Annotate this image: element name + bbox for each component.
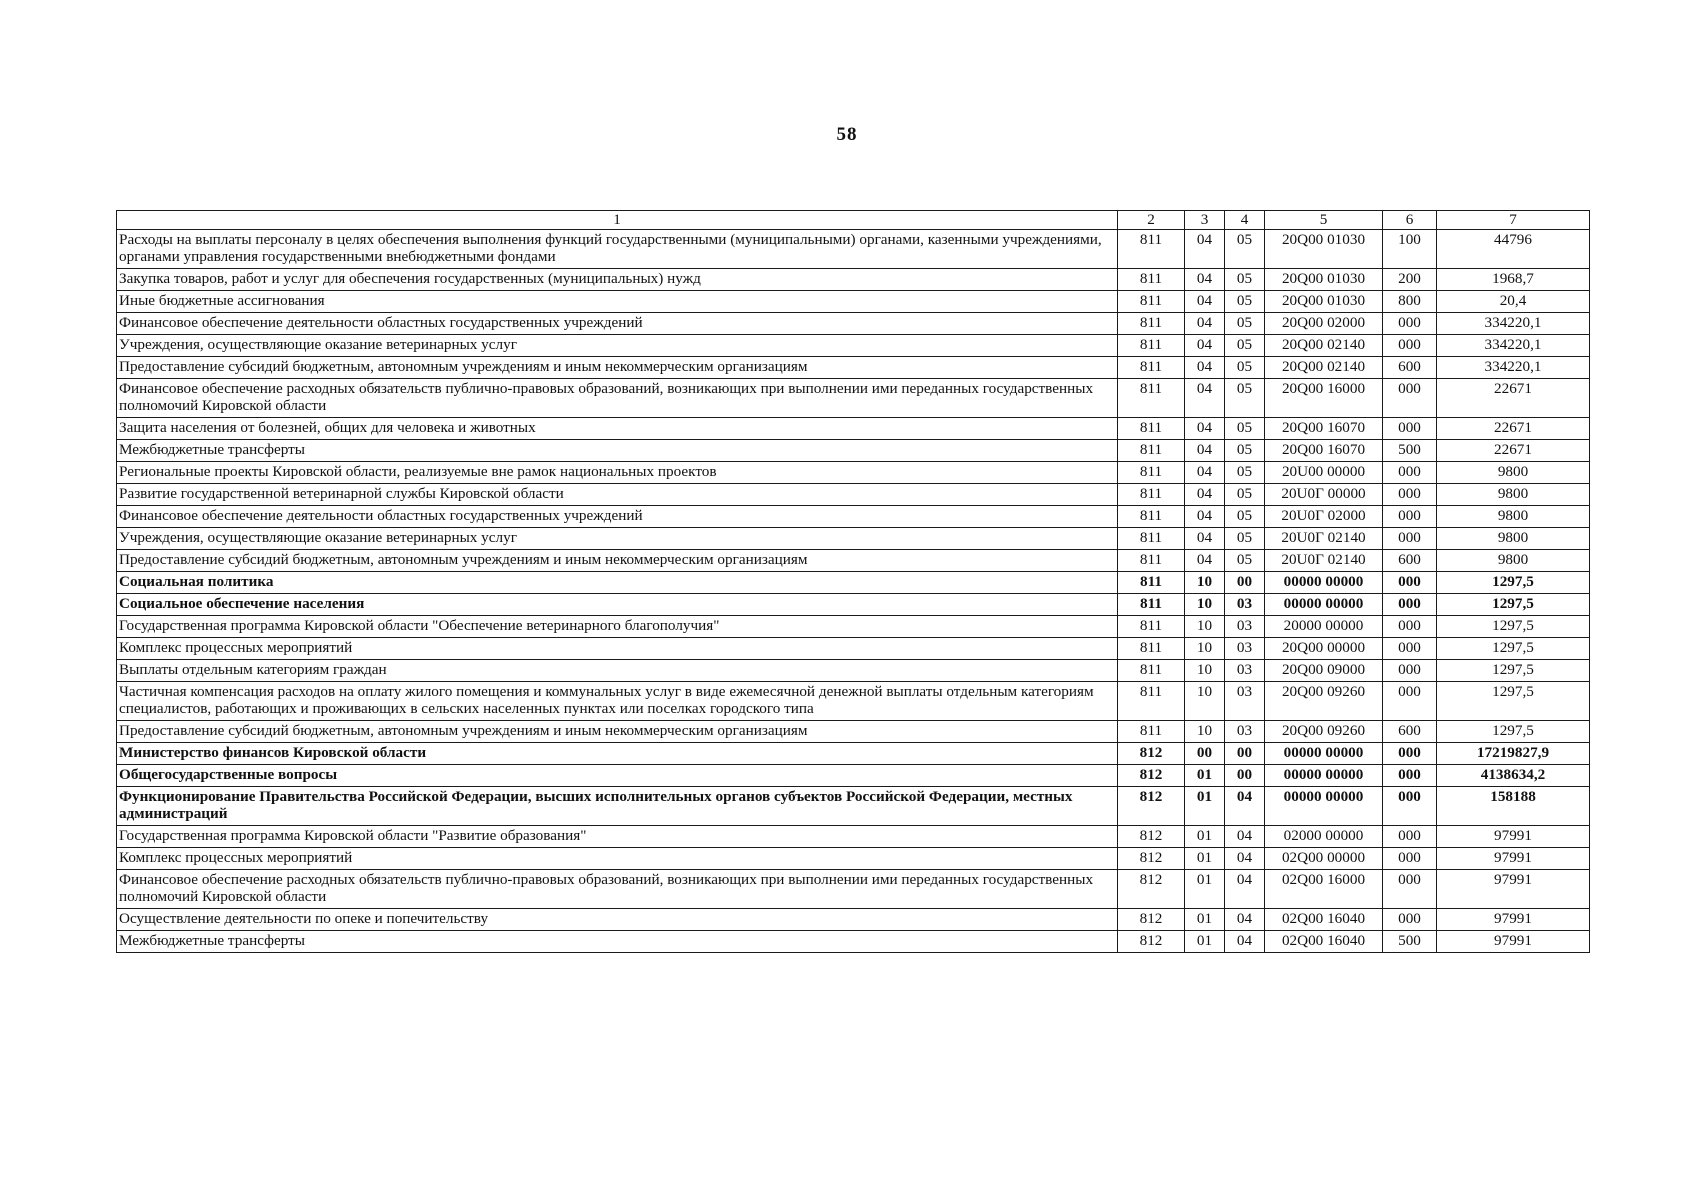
row-amount-cell: 22671 — [1437, 440, 1590, 462]
row-amount-cell: 20,4 — [1437, 291, 1590, 313]
table-row — [117, 462, 1590, 484]
row-target-article-cell: 20Q00 16070 — [1265, 440, 1383, 462]
row-name-cell: Комплекс процессных мероприятий — [117, 638, 1118, 660]
row-amount-cell: 1297,5 — [1437, 721, 1590, 743]
row-section-cell: 01 — [1185, 787, 1225, 826]
row-expense-type-cell: 000 — [1383, 506, 1437, 528]
table-row — [117, 660, 1590, 682]
table-row — [117, 418, 1590, 440]
table-row — [117, 230, 1590, 269]
row-target-article-cell: 00000 00000 — [1265, 765, 1383, 787]
row-subsection-cell: 04 — [1225, 909, 1265, 931]
row-section-cell: 10 — [1185, 638, 1225, 660]
row-expense-type-cell: 000 — [1383, 594, 1437, 616]
table-row — [117, 743, 1590, 765]
row-amount-cell: 17219827,9 — [1437, 743, 1590, 765]
row-section-cell: 01 — [1185, 826, 1225, 848]
row-ministry-code-cell: 811 — [1118, 550, 1185, 572]
row-amount-cell: 4138634,2 — [1437, 765, 1590, 787]
row-section-cell: 04 — [1185, 291, 1225, 313]
table-row — [117, 335, 1590, 357]
row-expense-type-cell: 000 — [1383, 660, 1437, 682]
row-ministry-code-cell: 811 — [1118, 291, 1185, 313]
table-row — [117, 379, 1590, 418]
row-target-article-cell: 00000 00000 — [1265, 594, 1383, 616]
row-ministry-code-cell: 811 — [1118, 313, 1185, 335]
row-amount-cell: 9800 — [1437, 550, 1590, 572]
row-subsection-cell: 03 — [1225, 721, 1265, 743]
row-section-cell: 10 — [1185, 594, 1225, 616]
table-row — [117, 506, 1590, 528]
budget-table — [116, 210, 1590, 953]
row-section-cell: 04 — [1185, 462, 1225, 484]
row-expense-type-cell: 000 — [1383, 743, 1437, 765]
row-amount-cell: 1297,5 — [1437, 594, 1590, 616]
row-section-cell: 10 — [1185, 616, 1225, 638]
row-target-article-cell: 20Q00 09260 — [1265, 682, 1383, 721]
table-row — [117, 721, 1590, 743]
row-amount-cell: 1968,7 — [1437, 269, 1590, 291]
row-expense-type-cell: 000 — [1383, 826, 1437, 848]
row-name-cell: Иные бюджетные ассигнования — [117, 291, 1118, 313]
row-section-cell: 10 — [1185, 660, 1225, 682]
row-section-cell: 10 — [1185, 572, 1225, 594]
row-section-cell: 01 — [1185, 848, 1225, 870]
row-expense-type-cell: 000 — [1383, 572, 1437, 594]
row-amount-cell: 97991 — [1437, 848, 1590, 870]
row-target-article-cell: 02Q00 16040 — [1265, 931, 1383, 953]
row-target-article-cell: 20Q00 01030 — [1265, 291, 1383, 313]
row-subsection-cell: 05 — [1225, 440, 1265, 462]
row-expense-type-cell: 000 — [1383, 870, 1437, 909]
row-subsection-cell: 04 — [1225, 870, 1265, 909]
row-subsection-cell: 03 — [1225, 638, 1265, 660]
row-subsection-cell: 03 — [1225, 682, 1265, 721]
row-target-article-cell: 00000 00000 — [1265, 787, 1383, 826]
row-ministry-code-cell: 811 — [1118, 335, 1185, 357]
row-subsection-cell: 05 — [1225, 528, 1265, 550]
table-row — [117, 484, 1590, 506]
row-target-article-cell: 20Q00 16070 — [1265, 418, 1383, 440]
row-section-cell: 04 — [1185, 418, 1225, 440]
row-target-article-cell: 20Q00 02000 — [1265, 313, 1383, 335]
row-target-article-cell: 20Q00 16000 — [1265, 379, 1383, 418]
row-subsection-cell: 03 — [1225, 616, 1265, 638]
row-name-cell: Межбюджетные трансферты — [117, 440, 1118, 462]
row-amount-cell: 97991 — [1437, 909, 1590, 931]
row-target-article-cell: 20Q00 09260 — [1265, 721, 1383, 743]
row-ministry-code-cell: 811 — [1118, 484, 1185, 506]
row-name-cell: Учреждения, осуществляющие оказание ветеринарных услуг — [117, 528, 1118, 550]
row-target-article-cell: 20U00 00000 — [1265, 462, 1383, 484]
header-cell-1: 1 — [117, 211, 1118, 230]
row-target-article-cell: 20U0Г 00000 — [1265, 484, 1383, 506]
row-target-article-cell: 20000 00000 — [1265, 616, 1383, 638]
row-subsection-cell: 05 — [1225, 230, 1265, 269]
row-amount-cell: 1297,5 — [1437, 616, 1590, 638]
row-section-cell: 04 — [1185, 313, 1225, 335]
row-subsection-cell: 05 — [1225, 379, 1265, 418]
row-ministry-code-cell: 811 — [1118, 357, 1185, 379]
row-subsection-cell: 05 — [1225, 484, 1265, 506]
row-subsection-cell: 00 — [1225, 765, 1265, 787]
row-amount-cell: 334220,1 — [1437, 313, 1590, 335]
row-subsection-cell: 05 — [1225, 335, 1265, 357]
row-expense-type-cell: 000 — [1383, 787, 1437, 826]
row-target-article-cell: 00000 00000 — [1265, 572, 1383, 594]
row-amount-cell: 97991 — [1437, 826, 1590, 848]
row-target-article-cell: 20U0Г 02140 — [1265, 550, 1383, 572]
row-target-article-cell: 20Q00 00000 — [1265, 638, 1383, 660]
row-section-cell: 01 — [1185, 765, 1225, 787]
row-subsection-cell: 05 — [1225, 357, 1265, 379]
row-name-cell: Учреждения, осуществляющие оказание ветеринарных услуг — [117, 335, 1118, 357]
row-expense-type-cell: 100 — [1383, 230, 1437, 269]
row-section-cell: 00 — [1185, 743, 1225, 765]
row-ministry-code-cell: 811 — [1118, 682, 1185, 721]
row-target-article-cell: 20U0Г 02140 — [1265, 528, 1383, 550]
row-amount-cell: 22671 — [1437, 379, 1590, 418]
row-section-cell: 04 — [1185, 440, 1225, 462]
row-ministry-code-cell: 811 — [1118, 528, 1185, 550]
table-row — [117, 682, 1590, 721]
row-subsection-cell: 04 — [1225, 787, 1265, 826]
row-name-cell: Социальное обеспечение населения — [117, 594, 1118, 616]
table-row — [117, 931, 1590, 953]
row-amount-cell: 22671 — [1437, 418, 1590, 440]
row-ministry-code-cell: 811 — [1118, 230, 1185, 269]
row-section-cell: 04 — [1185, 550, 1225, 572]
table-row — [117, 572, 1590, 594]
row-target-article-cell: 20Q00 09000 — [1265, 660, 1383, 682]
header-row — [117, 211, 1590, 230]
row-name-cell: Межбюджетные трансферты — [117, 931, 1118, 953]
row-name-cell: Общегосударственные вопросы — [117, 765, 1118, 787]
table-row — [117, 440, 1590, 462]
row-name-cell: Защита населения от болезней, общих для человека и животных — [117, 418, 1118, 440]
row-ministry-code-cell: 811 — [1118, 594, 1185, 616]
row-subsection-cell: 03 — [1225, 660, 1265, 682]
row-section-cell: 04 — [1185, 357, 1225, 379]
row-amount-cell: 97991 — [1437, 870, 1590, 909]
row-ministry-code-cell: 811 — [1118, 462, 1185, 484]
row-expense-type-cell: 600 — [1383, 721, 1437, 743]
row-amount-cell: 334220,1 — [1437, 357, 1590, 379]
header-cell-6: 6 — [1383, 211, 1437, 230]
row-name-cell: Комплекс процессных мероприятий — [117, 848, 1118, 870]
table-row — [117, 550, 1590, 572]
row-amount-cell: 1297,5 — [1437, 660, 1590, 682]
table-row — [117, 291, 1590, 313]
row-subsection-cell: 00 — [1225, 743, 1265, 765]
row-expense-type-cell: 000 — [1383, 484, 1437, 506]
row-name-cell: Финансовое обеспечение расходных обязательств публично-правовых образований, возникающих при выполнении ими переданных государственных полномочий Кировской области — [117, 870, 1118, 909]
row-name-cell: Социальная политика — [117, 572, 1118, 594]
row-section-cell: 04 — [1185, 230, 1225, 269]
row-name-cell: Финансовое обеспечение деятельности областных государственных учреждений — [117, 506, 1118, 528]
table-row — [117, 594, 1590, 616]
row-section-cell: 04 — [1185, 269, 1225, 291]
row-subsection-cell: 05 — [1225, 313, 1265, 335]
row-expense-type-cell: 000 — [1383, 313, 1437, 335]
row-subsection-cell: 04 — [1225, 826, 1265, 848]
row-name-cell: Финансовое обеспечение деятельности областных государственных учреждений — [117, 313, 1118, 335]
row-ministry-code-cell: 811 — [1118, 721, 1185, 743]
header-cell-3: 3 — [1185, 211, 1225, 230]
row-ministry-code-cell: 811 — [1118, 506, 1185, 528]
row-ministry-code-cell: 811 — [1118, 379, 1185, 418]
row-target-article-cell: 20Q00 02140 — [1265, 357, 1383, 379]
row-amount-cell: 158188 — [1437, 787, 1590, 826]
row-subsection-cell: 04 — [1225, 931, 1265, 953]
row-expense-type-cell: 200 — [1383, 269, 1437, 291]
row-section-cell: 10 — [1185, 682, 1225, 721]
row-section-cell: 04 — [1185, 506, 1225, 528]
row-subsection-cell: 05 — [1225, 269, 1265, 291]
row-section-cell: 04 — [1185, 379, 1225, 418]
row-target-article-cell: 20Q00 01030 — [1265, 230, 1383, 269]
table-row — [117, 528, 1590, 550]
row-target-article-cell: 02Q00 16040 — [1265, 909, 1383, 931]
table-row — [117, 826, 1590, 848]
row-expense-type-cell: 500 — [1383, 440, 1437, 462]
row-ministry-code-cell: 812 — [1118, 909, 1185, 931]
row-name-cell: Предоставление субсидий бюджетным, автономным учреждениям и иным некоммерческим организациям — [117, 550, 1118, 572]
row-ministry-code-cell: 812 — [1118, 870, 1185, 909]
row-section-cell: 04 — [1185, 335, 1225, 357]
row-target-article-cell: 02000 00000 — [1265, 826, 1383, 848]
row-subsection-cell: 05 — [1225, 550, 1265, 572]
header-cell-2: 2 — [1118, 211, 1185, 230]
row-section-cell: 10 — [1185, 721, 1225, 743]
table-row — [117, 616, 1590, 638]
row-name-cell: Региональные проекты Кировской области, реализуемые вне рамок национальных проектов — [117, 462, 1118, 484]
row-amount-cell: 97991 — [1437, 931, 1590, 953]
row-ministry-code-cell: 811 — [1118, 440, 1185, 462]
table-body — [117, 230, 1590, 953]
header-cell-5: 5 — [1265, 211, 1383, 230]
row-expense-type-cell: 000 — [1383, 418, 1437, 440]
row-target-article-cell: 20Q00 01030 — [1265, 269, 1383, 291]
header-cell-4: 4 — [1225, 211, 1265, 230]
row-amount-cell: 1297,5 — [1437, 638, 1590, 660]
row-amount-cell: 1297,5 — [1437, 682, 1590, 721]
row-name-cell: Государственная программа Кировской области "Развитие образования" — [117, 826, 1118, 848]
row-amount-cell: 9800 — [1437, 484, 1590, 506]
row-section-cell: 01 — [1185, 909, 1225, 931]
table-row — [117, 765, 1590, 787]
row-expense-type-cell: 000 — [1383, 682, 1437, 721]
row-expense-type-cell: 500 — [1383, 931, 1437, 953]
row-ministry-code-cell: 811 — [1118, 418, 1185, 440]
row-name-cell: Министерство финансов Кировской области — [117, 743, 1118, 765]
row-ministry-code-cell: 812 — [1118, 743, 1185, 765]
row-ministry-code-cell: 812 — [1118, 765, 1185, 787]
row-expense-type-cell: 000 — [1383, 909, 1437, 931]
row-name-cell: Выплаты отдельным категориям граждан — [117, 660, 1118, 682]
table-row — [117, 357, 1590, 379]
row-expense-type-cell: 800 — [1383, 291, 1437, 313]
row-name-cell: Закупка товаров, работ и услуг для обеспечения государственных (муниципальных) нужд — [117, 269, 1118, 291]
row-subsection-cell: 05 — [1225, 462, 1265, 484]
row-expense-type-cell: 000 — [1383, 765, 1437, 787]
row-name-cell: Расходы на выплаты персоналу в целях обеспечения выполнения функций государственными (муниципальными) органами, казенными учреждениями, органами управления государственными внебюджетными фондами — [117, 230, 1118, 269]
header-cell-7: 7 — [1437, 211, 1590, 230]
row-expense-type-cell: 000 — [1383, 616, 1437, 638]
row-ministry-code-cell: 811 — [1118, 572, 1185, 594]
row-name-cell: Осуществление деятельности по опеке и попечительству — [117, 909, 1118, 931]
row-ministry-code-cell: 811 — [1118, 660, 1185, 682]
table-row — [117, 638, 1590, 660]
row-subsection-cell: 00 — [1225, 572, 1265, 594]
page-number: 58 — [836, 124, 858, 145]
row-target-article-cell: 20Q00 02140 — [1265, 335, 1383, 357]
row-name-cell: Предоставление субсидий бюджетным, автономным учреждениям и иным некоммерческим организациям — [117, 357, 1118, 379]
row-ministry-code-cell: 811 — [1118, 616, 1185, 638]
row-target-article-cell: 00000 00000 — [1265, 743, 1383, 765]
row-name-cell: Финансовое обеспечение расходных обязательств публично-правовых образований, возникающих при выполнении ими переданных государственных полномочий Кировской области — [117, 379, 1118, 418]
row-ministry-code-cell: 812 — [1118, 931, 1185, 953]
table-row — [117, 787, 1590, 826]
row-ministry-code-cell: 812 — [1118, 826, 1185, 848]
row-ministry-code-cell: 812 — [1118, 787, 1185, 826]
row-expense-type-cell: 000 — [1383, 462, 1437, 484]
row-amount-cell: 9800 — [1437, 506, 1590, 528]
row-ministry-code-cell: 811 — [1118, 269, 1185, 291]
row-amount-cell: 334220,1 — [1437, 335, 1590, 357]
row-expense-type-cell: 000 — [1383, 379, 1437, 418]
row-expense-type-cell: 600 — [1383, 357, 1437, 379]
row-subsection-cell: 05 — [1225, 291, 1265, 313]
row-target-article-cell: 20U0Г 02000 — [1265, 506, 1383, 528]
row-name-cell: Предоставление субсидий бюджетным, автономным учреждениям и иным некоммерческим организациям — [117, 721, 1118, 743]
row-expense-type-cell: 000 — [1383, 848, 1437, 870]
row-name-cell: Частичная компенсация расходов на оплату жилого помещения и коммунальных услуг в виде ежемесячной денежной выплаты отдельным категориям специалистов, работающих и проживающих в сельских населенных пунктах или поселках городского типа — [117, 682, 1118, 721]
row-section-cell: 04 — [1185, 484, 1225, 506]
row-amount-cell: 44796 — [1437, 230, 1590, 269]
table-header — [117, 211, 1590, 230]
row-name-cell: Функционирование Правительства Российской Федерации, высших исполнительных органов субъектов Российской Федерации, местных администраций — [117, 787, 1118, 826]
row-amount-cell: 9800 — [1437, 528, 1590, 550]
row-expense-type-cell: 000 — [1383, 528, 1437, 550]
table-row — [117, 909, 1590, 931]
table-row — [117, 870, 1590, 909]
row-ministry-code-cell: 811 — [1118, 638, 1185, 660]
row-target-article-cell: 02Q00 16000 — [1265, 870, 1383, 909]
row-name-cell: Развитие государственной ветеринарной службы Кировской области — [117, 484, 1118, 506]
row-subsection-cell: 05 — [1225, 418, 1265, 440]
table-row — [117, 848, 1590, 870]
row-target-article-cell: 02Q00 00000 — [1265, 848, 1383, 870]
row-expense-type-cell: 600 — [1383, 550, 1437, 572]
table-row — [117, 313, 1590, 335]
row-expense-type-cell: 000 — [1383, 335, 1437, 357]
table-row — [117, 269, 1590, 291]
row-section-cell: 01 — [1185, 931, 1225, 953]
row-ministry-code-cell: 812 — [1118, 848, 1185, 870]
row-subsection-cell: 03 — [1225, 594, 1265, 616]
row-section-cell: 01 — [1185, 870, 1225, 909]
row-expense-type-cell: 000 — [1383, 638, 1437, 660]
row-amount-cell: 9800 — [1437, 462, 1590, 484]
row-name-cell: Государственная программа Кировской области "Обеспечение ветеринарного благополучия" — [117, 616, 1118, 638]
row-section-cell: 04 — [1185, 528, 1225, 550]
row-amount-cell: 1297,5 — [1437, 572, 1590, 594]
row-subsection-cell: 04 — [1225, 848, 1265, 870]
row-subsection-cell: 05 — [1225, 506, 1265, 528]
